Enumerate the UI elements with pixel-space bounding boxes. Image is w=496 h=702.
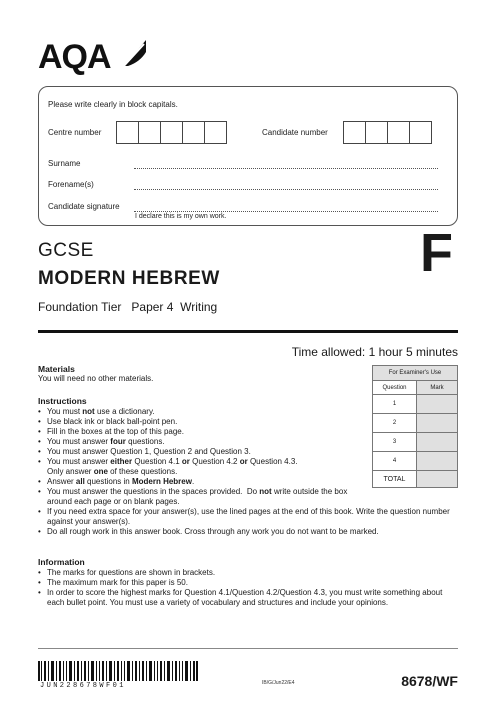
digit-box[interactable] (387, 121, 410, 144)
instruction-item: • Fill in the boxes at the top of this page. (38, 427, 458, 437)
instructions-heading: Instructions (38, 396, 87, 406)
digit-box[interactable] (138, 121, 161, 144)
surname-label: Surname (48, 159, 81, 168)
paper-code: 8678/WF (401, 673, 458, 689)
instruction-item: • You must answer either Question 4.1 or Question 4.2 or Question 4.3. Only answer one of these questions. (38, 457, 367, 477)
document-reference: IB/G/Jun22/E4 (262, 680, 295, 686)
digit-box[interactable] (116, 121, 139, 144)
block-capitals-instruction: Please write clearly in block capitals. (48, 100, 178, 109)
information-item: • The maximum mark for this paper is 50. (38, 578, 458, 588)
qualification-title: GCSE (38, 240, 94, 261)
question-number: 1 (373, 395, 417, 414)
barcode-text: JUN228678WF01 (40, 682, 126, 690)
instruction-item: • You must answer Question 1, Question 2 and Question 3. (38, 447, 458, 457)
footer-divider (38, 648, 458, 649)
time-allowed: Time allowed: 1 hour 5 minutes (291, 345, 458, 359)
materials-text: You will need no other materials. (38, 374, 154, 383)
centre-number-field[interactable] (117, 121, 227, 144)
question-number: 4 (373, 452, 417, 471)
question-number: 3 (373, 433, 417, 452)
materials-heading: Materials (38, 364, 75, 374)
aqa-logo-mark-icon (120, 36, 150, 70)
signature-field[interactable] (134, 210, 438, 212)
aqa-logo: AQA (38, 38, 111, 76)
instruction-item: • You must answer the questions in the spaces provided. Do not write outside the box around each page or on blank pages. (38, 487, 367, 507)
instruction-item: • Answer all questions in Modern Hebrew. (38, 477, 458, 487)
instruction-item: • Use black ink or black ball-point pen. (38, 417, 458, 427)
barcode-icon (38, 661, 198, 681)
information-item: • The marks for questions are shown in brackets. (38, 568, 458, 578)
digit-box[interactable] (409, 121, 432, 144)
information-list (38, 568, 458, 608)
signature-label: Candidate signature (48, 202, 120, 211)
declaration-text: I declare this is my own work. (135, 213, 227, 220)
candidate-number-field[interactable] (344, 121, 432, 144)
instruction-item: • If you need extra space for your answer(s), use the lined pages at the end of this book. Write the question number against your answer(s). (38, 507, 458, 527)
forenames-field[interactable] (134, 188, 438, 190)
tier-letter: F (420, 223, 453, 283)
digit-box[interactable] (160, 121, 183, 144)
digit-box[interactable] (365, 121, 388, 144)
instruction-item: • You must answer four questions. (38, 437, 458, 447)
total-label: TOTAL (373, 471, 417, 488)
forenames-label: Forename(s) (48, 180, 94, 189)
subject-title: MODERN HEBREW (38, 268, 220, 289)
tier-paper-line: Foundation Tier Paper 4 Writing (38, 300, 218, 314)
surname-field[interactable] (134, 167, 438, 169)
digit-box[interactable] (343, 121, 366, 144)
instructions-list (38, 407, 458, 537)
instruction-item: • You must not use a dictionary. (38, 407, 458, 417)
title-divider (38, 330, 458, 333)
examiner-table-header: For Examiner's Use (373, 366, 458, 381)
instruction-item: • Do all rough work in this answer book. Cross through any work you do not want to be marked. (38, 527, 458, 537)
question-column-header: Question (373, 381, 417, 395)
question-number: 2 (373, 414, 417, 433)
information-item: • In order to score the highest marks for Question 4.1/Question 4.2/Question 4.3, you must write something about each bullet point. You must use a variety of vocabulary and structures and include your opinions. (38, 588, 458, 608)
information-heading: Information (38, 557, 85, 567)
centre-number-label: Centre number (48, 128, 102, 137)
digit-box[interactable] (204, 121, 227, 144)
candidate-number-label: Candidate number (262, 128, 328, 137)
digit-box[interactable] (182, 121, 205, 144)
mark-column-header: Mark (417, 381, 458, 395)
